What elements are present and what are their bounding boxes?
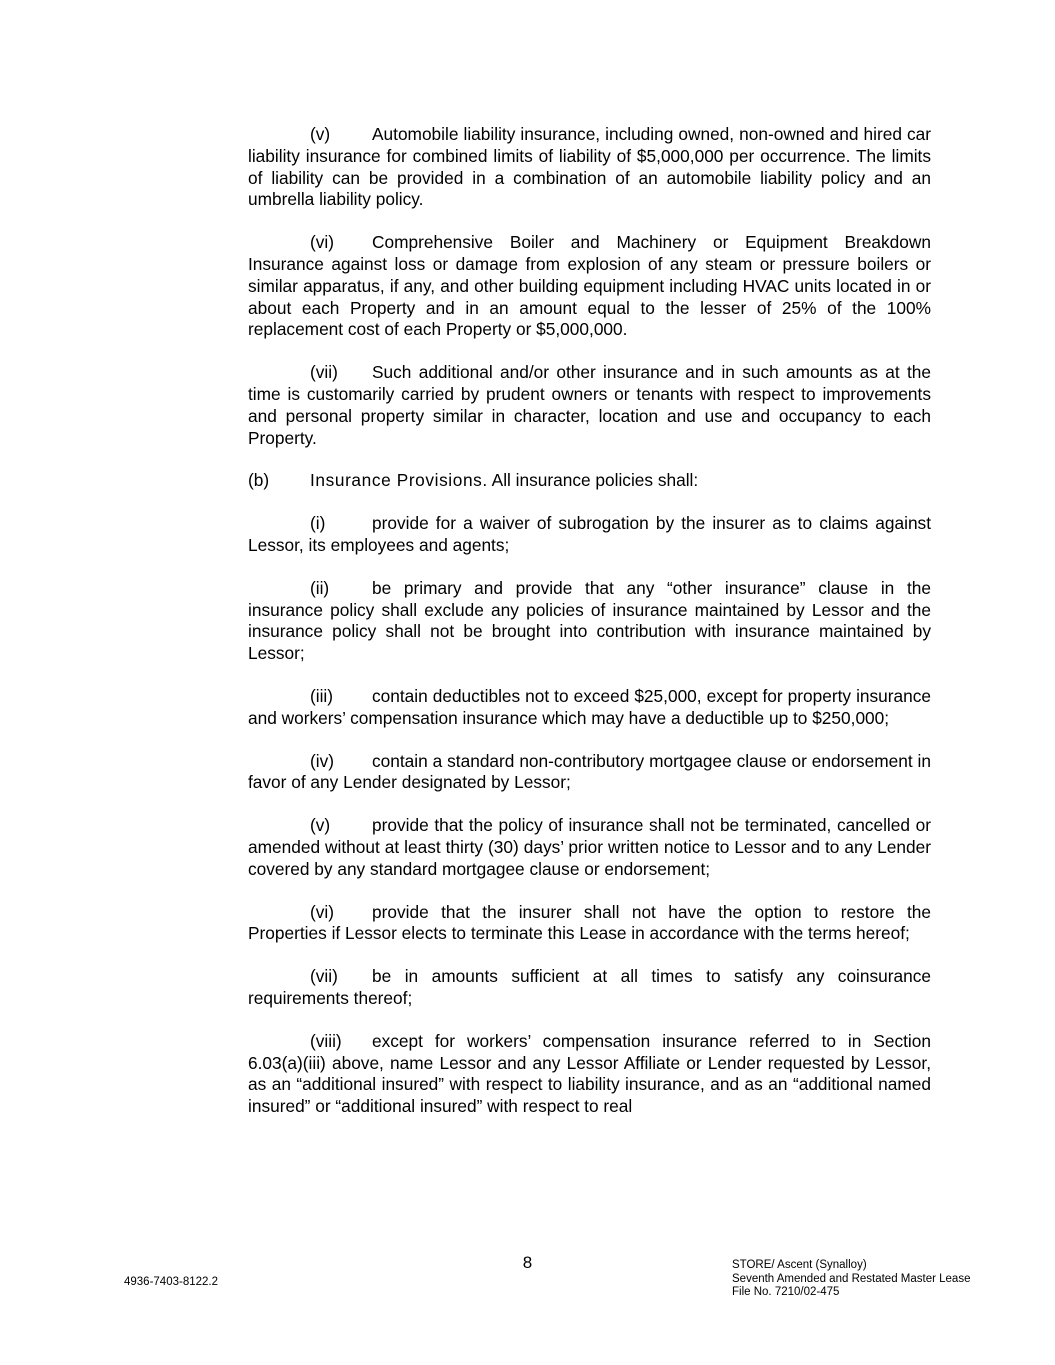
footer-line-3: File No. 7210/02-475 (732, 1286, 840, 1298)
paragraph-text: Comprehensive Boiler and Machinery or Equipment Breakdown Insurance against loss or damage from explosion of any steam or pressure boilers or similar apparatus, if any, and other building equipment including HVAC units located in or about each Property and in an amount equal to the lesser of 25% of the 100% replacement cost of each Property or $5,000,000. (248, 232, 931, 340)
paragraph-a-vii (248, 362, 931, 449)
item-number: (iv) (310, 750, 334, 771)
paragraph-text: be in amounts sufficient at all times to satisfy any coinsurance requirements thereof; (248, 966, 931, 1008)
paragraph-text: contain deductibles not to exceed $25,000, except for property insurance and workers’ compensation insurance which may have a deductible up to $250,000; (248, 685, 931, 728)
item-number: (iii) (310, 685, 334, 706)
paragraph-b-ii (248, 578, 931, 665)
paragraph-a-v (248, 124, 931, 211)
item-number: (vii) (310, 362, 338, 383)
paragraph-text: except for workers’ compensation insurance referred to in Section 6.03(a)(iii) above, name Lessor and any Lessor Affiliate or Lender requested by Lessor, as an “additional insured” with respect to liability insurance, and as an “additional named insured” or “additional insured” with respect to real (248, 1030, 931, 1117)
paragraph-b-iv (248, 751, 931, 795)
item-number: (vi) (310, 901, 334, 922)
item-number: (v) (310, 815, 331, 836)
section-title: Insurance Provisions. (310, 470, 488, 491)
item-number: (vii) (310, 966, 338, 987)
paragraph-text: provide for a waiver of subrogation by the insurer as to claims against Lessor, its employees and agents; (248, 513, 931, 555)
footer-reference (732, 1259, 970, 1300)
paragraph-b-i (248, 513, 931, 557)
item-number: (v) (310, 124, 331, 144)
section-b-heading (248, 470, 931, 492)
paragraph-text: provide that the policy of insurance shall not be terminated, cancelled or amended without at least thirty (30) days’ prior written notice to Lessor and to any Lender covered by any standard mortgagee clause or endorsement; (248, 815, 931, 879)
page-number: 8 (522, 1253, 533, 1272)
paragraph-b-v (248, 815, 931, 880)
item-number: (i) (310, 513, 326, 534)
section-intro: All insurance policies shall: (491, 470, 699, 491)
section-number: (b) (248, 470, 270, 491)
document-id: 4936-7403-8122.2 (124, 1276, 218, 1288)
paragraph-b-viii (248, 1031, 931, 1118)
paragraph-b-vi (248, 902, 931, 946)
item-number: (vi) (310, 232, 334, 253)
paragraph-text: be primary and provide that any “other insurance” clause in the insurance policy shall exclude any policies of insurance maintained by Lessor and the insurance policy shall not be brought into contribution with insurance maintained by Lessor; (248, 577, 931, 664)
paragraph-text: contain a standard non-contributory mortgagee clause or endorsement in favor of any Lender designated by Lessor; (248, 750, 931, 793)
footer-line-2: Seventh Amended and Restated Master Lease (732, 1272, 971, 1285)
document-body (248, 124, 931, 1139)
item-number: (ii) (310, 577, 330, 598)
paragraph-b-iii (248, 686, 931, 730)
paragraph-text: Automobile liability insurance, including owned, non-owned and hired car liability insurance for combined limits of liability of $5,000,000 per occurrence. The limits of liability can be provided in a combination of an automobile liability policy and an umbrella liability policy. (248, 124, 931, 210)
footer-line-1: STORE/ Ascent (Synalloy) (732, 1259, 867, 1271)
paragraph-text: Such additional and/or other insurance and in such amounts as at the time is customarily carried by prudent owners or tenants with respect to improvements and personal property similar in character, location and use and occupancy to each Property. (248, 362, 931, 448)
paragraph-a-vi (248, 232, 931, 341)
paragraph-text: provide that the insurer shall not have the option to restore the Properties if Lessor elects to terminate this Lease in accordance with the terms hereof; (248, 901, 931, 944)
item-number: (viii) (310, 1030, 342, 1051)
paragraph-b-vii (248, 966, 931, 1010)
